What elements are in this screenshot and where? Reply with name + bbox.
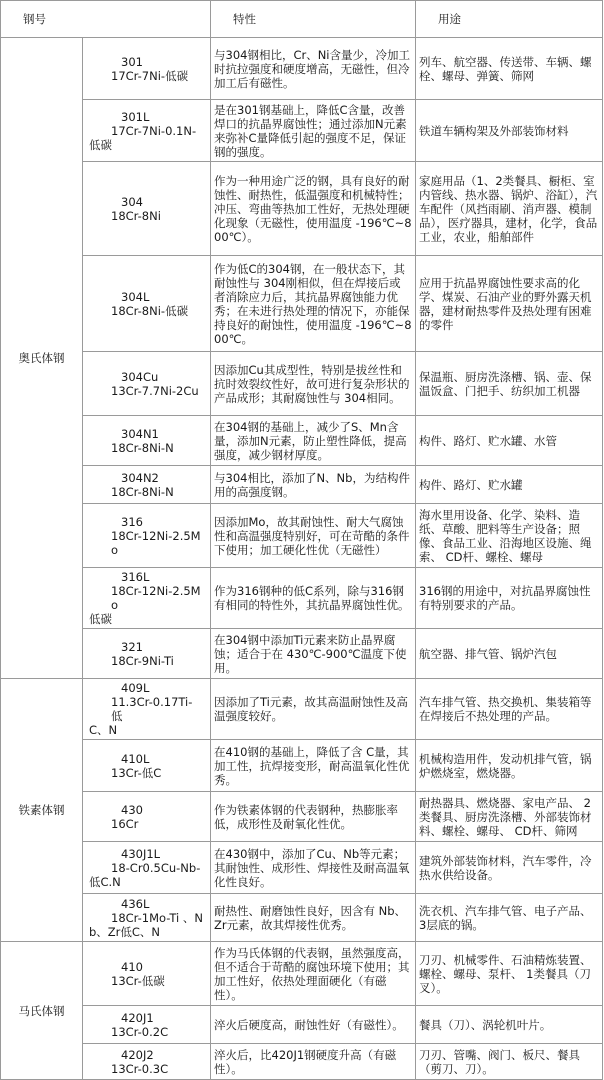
table-row (1, 352, 603, 416)
property-cell: 是在301钢基础上，降低C含量，改善焊口的抗晶界腐蚀性；通过添加N元素来弥补C量降低引起的强度不足，保证钢的强度。 (211, 100, 416, 162)
property-cell: 与304相比，添加了N、Nb，为结构件用的高强度钢。 (211, 466, 416, 504)
table-row (1, 416, 603, 466)
table-row (1, 792, 603, 842)
property-cell: 在430钢中，添加了Cu、Nb等元素；其耐蚀性、成形性、焊接性及耐高温氧化性良好。 (211, 842, 416, 894)
grade-cell: 316 18Cr-12Ni-2.5Mo (83, 504, 211, 568)
grade-cell: 410L 13Cr-低C (83, 740, 211, 792)
table-row (1, 568, 603, 629)
table-row (1, 466, 603, 504)
usage-cell: 航空器、排气管、锅炉汽包 (416, 629, 603, 679)
usage-cell: 刀刃、管嘴、阀门、板尺、餐具（剪刀、刀）。 (416, 1044, 603, 1080)
table-row (1, 629, 603, 679)
grade-cell: 321 18Cr-9Ni-Ti (83, 629, 211, 679)
table-row (1, 38, 603, 100)
usage-cell: 洗衣机、汽车排气管、电子产品、 3层底的锅。 (416, 894, 603, 942)
usage-cell: 铁道车辆构架及外部装饰材料 (416, 100, 603, 162)
property-cell: 作为一种用途广泛的钢，具有良好的耐蚀性、耐热性，低温强度和机械特性；冲压、弯曲等热加工性好，无热处理硬化现象（无磁性，使用温度 -196℃~800℃）。 (211, 162, 416, 256)
header-cell-grade: 钢号 (1, 1, 211, 38)
table-header-row (1, 1, 603, 38)
usage-cell: 刀刃、机械零件、石油精炼装置、螺栓、螺母、泵杆、 1类餐具（刀叉）。 (416, 942, 603, 1006)
grade-cell: 420J1 13Cr-0.2C (83, 1006, 211, 1044)
property-cell: 作为低C的304钢，在一般状态下，其耐蚀性与 304刚相似，但在焊接后或者消除应力后，其抗晶界腐蚀能力优秀；在未进行热处理的情况下，亦能保持良好的耐蚀性，使用温度 -196℃~800℃。 (211, 256, 416, 352)
grade-cell: 420J2 13Cr-0.3C (83, 1044, 211, 1080)
table-row (1, 894, 603, 942)
grade-cell: 301L 17Cr-7Ni-0.1N- 低碳 (83, 100, 211, 162)
usage-cell: 机械构造用件，发动机排气管，锅炉燃烧室，燃烧器。 (416, 740, 603, 792)
property-cell: 作为马氏体钢的代表钢，虽然强度高，但不适合于苛酷的腐蚀环境下使用；其加工性好，依热处理面硬化（有磁性）。 (211, 942, 416, 1006)
grade-cell: 436L 18Cr-1Mo-Ti 、N b、Zr低C、N (83, 894, 211, 942)
usage-cell: 构件、路灯、贮水罐、水管 (416, 416, 603, 466)
table-row (1, 1006, 603, 1044)
usage-cell: 汽车排气管、热交换机、集装箱等在焊接后不热处理的产品。 (416, 679, 603, 740)
property-cell: 在304钢的基础上，减少了S、Mn含量，添加N元素，防止塑性降低，提高强度，减少钢材厚度。 (211, 416, 416, 466)
table-row (1, 942, 603, 1006)
group-label-austenitic: 奥氏体钢 (1, 38, 83, 679)
group-label-martensitic: 马氏体钢 (1, 942, 83, 1080)
usage-cell: 316钢的用途中，对抗晶界腐蚀性有特别要求的产品。 (416, 568, 603, 629)
grade-cell: 304 18Cr-8Ni (83, 162, 211, 256)
property-cell: 作为铁素体钢的代表钢种，热膨胀率低，成形性及耐氧化性优。 (211, 792, 416, 842)
property-cell: 作为316钢种的低C系列，除与316钢有相同的特性外，其抗晶界腐蚀性优。 (211, 568, 416, 629)
grade-cell: 430J1L 18-Cr0.5Cu-Nb- 低C.N (83, 842, 211, 894)
property-cell: 在410钢的基础上，降低了含 C量，其加工性，抗焊接变形，耐高温氧化性优秀。 (211, 740, 416, 792)
usage-cell: 应用于抗晶界腐蚀性要求高的化学、煤炭、石油产业的野外露天机器，建材耐热零件及热处理有困难的零件 (416, 256, 603, 352)
table-row (1, 504, 603, 568)
property-cell: 耐热性、耐磨蚀性良好，因含有 Nb、Zr元素，故其焊接性优秀。 (211, 894, 416, 942)
usage-cell: 餐具（刀）、涡轮机叶片。 (416, 1006, 603, 1044)
usage-cell: 海水里用设备、化学、染料、造纸、草酸、肥料等生产设备；照像、食品工业、沿海地区设施、绳索、 CD杆、螺栓、螺母 (416, 504, 603, 568)
usage-cell: 列车、航空器、传送带、车辆、螺栓、螺母、弹簧、筛网 (416, 38, 603, 100)
grade-cell: 304N2 18Cr-8Ni-N (83, 466, 211, 504)
property-cell: 与304钢相比，Cr、Ni含量少，冷加工时抗拉强度和硬度增高，无磁性，但冷加工后有磁性。 (211, 38, 416, 100)
usage-cell: 构件、路灯、贮水罐 (416, 466, 603, 504)
grade-cell: 410 13Cr-低碳 (83, 942, 211, 1006)
table-row (1, 100, 603, 162)
table-row (1, 679, 603, 740)
table-row (1, 842, 603, 894)
table-row (1, 256, 603, 352)
usage-cell: 耐热器具、燃烧器、家电产品、 2类餐具、厨房洗涤槽、外部装饰材料、螺栓、螺母、 CD杆、筛网 (416, 792, 603, 842)
table-row (1, 740, 603, 792)
usage-cell: 家庭用品（1、2类餐具、橱柜、室内管线、热水器、锅炉、浴缸），汽车配件（风挡雨刷、消声器、模制品），医疗器具，建材，化学，食品工业，农业，船舶部件 (416, 162, 603, 256)
property-cell: 淬火后硬度高，耐蚀性好（有磁性）。 (211, 1006, 416, 1044)
grade-cell: 304L 18Cr-8Ni-低碳 (83, 256, 211, 352)
property-cell: 淬火后，比420J1钢硬度升高（有磁性）。 (211, 1044, 416, 1080)
property-cell: 因添加了Ti元素，故其高温耐蚀性及高温强度较好。 (211, 679, 416, 740)
property-cell: 在304钢中添加Ti元素来防止晶界腐蚀；适合于在 430℃-900℃温度下使用。 (211, 629, 416, 679)
grade-cell: 430 16Cr (83, 792, 211, 842)
grade-cell: 304Cu 13Cr-7.7Ni-2Cu (83, 352, 211, 416)
header-cell-usage: 用途 (416, 1, 603, 38)
grade-cell: 301 17Cr-7Ni-低碳 (83, 38, 211, 100)
property-cell: 因添加Mo，故其耐蚀性、耐大气腐蚀性和高温强度特别好，可在苛酷的条件下使用；加工硬化性优（无磁性） (211, 504, 416, 568)
grade-cell: 409L 11.3Cr-0.17Ti- 低 C、N (83, 679, 211, 740)
usage-cell: 保温瓶、厨房洗涤槽、锅、壶、保温饭盒、门把手、纺织加工机器 (416, 352, 603, 416)
table-row (1, 1044, 603, 1080)
property-cell: 因添加Cu其成型性，特别是拔丝性和抗时效裂纹性好，故可进行复杂形状的产品成形；其耐腐蚀性与 304相同。 (211, 352, 416, 416)
grade-cell: 316L 18Cr-12Ni-2.5Mo 低碳 (83, 568, 211, 629)
table-row (1, 162, 603, 256)
group-label-ferritic: 铁素体钢 (1, 679, 83, 942)
grade-cell: 304N1 18Cr-8Ni-N (83, 416, 211, 466)
header-cell-property: 特性 (211, 1, 416, 38)
usage-cell: 建筑外部装饰材料，汽车零件，冷热水供给设备。 (416, 842, 603, 894)
